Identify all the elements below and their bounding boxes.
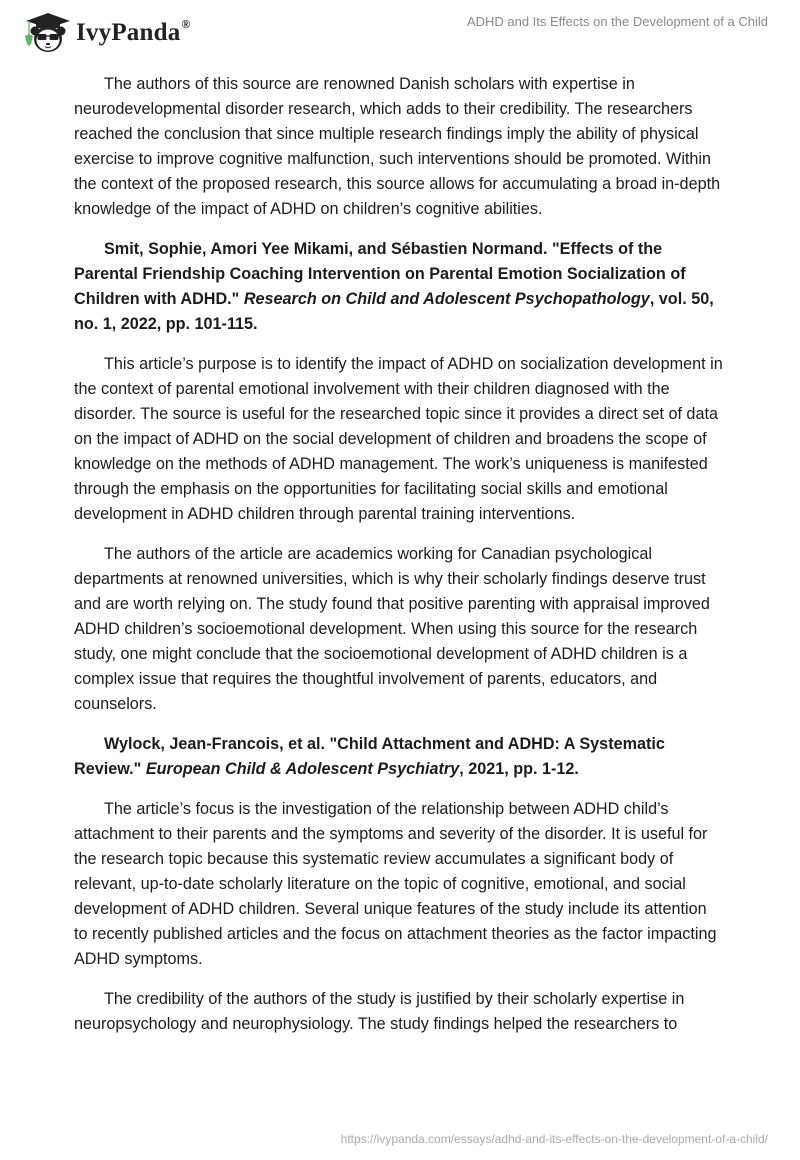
paragraph-wylock-focus: The article’s focus is the investigation of the relationship between ADHD child’s attachment to their parents and the symptoms and severity of the disorder. It is useful for the research topic because this systematic review accumulates a significant body of relevant, up-to-date scholarly literature on the topic of cognitive, emotional, and social development of ADHD children. Several unique features of the study include its attention to recently published articles and the focus on attachment theories as the factor impacting ADHD symptoms. xyxy=(74,800,717,968)
citation-details: , 2021, pp. 1-12. xyxy=(459,760,579,778)
citation-smit xyxy=(74,237,724,337)
citation-wylock xyxy=(74,732,724,782)
paragraph-smit-purpose: This article’s purpose is to identify the impact of ADHD on socialization development in the context of parental emotional involvement with their children diagnosed with the disorder. The source is useful for the researched topic since it provides a direct set of data on the impact of ADHD on the social development of children and broadens the scope of knowledge on the methods of ADHD management. The work’s uniqueness is manifested through the emphasis on the opportunities for facilitating social skills and emotional development in ADHD children through parental training interventions. xyxy=(74,355,723,523)
registered-mark: ® xyxy=(181,17,191,31)
paragraph-wylock-credibility: The credibility of the authors of the study is justified by their scholarly expertise in neuropsychology and neurophysiology. The study findings helped the researchers to xyxy=(74,990,685,1033)
source-url-link[interactable]: https://ivypanda.com/essays/adhd-and-its-effects-on-the-development-of-a-child/ xyxy=(340,1132,768,1146)
citation-journal: European Child & Adolescent Psychiatry xyxy=(145,760,460,778)
citation-authors-title: Wylock, Jean-Francois, et al. "Child Attachment and ADHD: A Systematic Review." xyxy=(74,735,665,778)
page-header xyxy=(0,0,800,60)
logo-link[interactable] xyxy=(18,8,191,54)
paragraph-smit-credibility: The authors of the article are academics working for Canadian psychological departments at renowned universities, which is why their scholarly findings deserve trust and are worth relying on. The study found that positive parenting with appraisal improved ADHD children’s socioemotional development. When using this source for the research study, one might conclude that the socioemotional development of ADHD children is a complex issue that requires the thoughtful involvement of parents, educators, and counselors. xyxy=(74,545,710,713)
document-title: ADHD and Its Effects on the Development of a Child xyxy=(466,14,768,29)
citation-details: , vol. 50, no. 1, 2022, pp. 101-115. xyxy=(74,290,714,333)
citation-authors-title: Smit, Sophie, Amori Yee Mikami, and Sébastien Normand. "Effects of the Parental Friendship Coaching Intervention on Parental Emotion Socialization of Children with ADHD." xyxy=(74,240,686,308)
citation-journal: Research on Child and Adolescent Psychopathology xyxy=(243,290,650,308)
logo-text: IvyPanda® xyxy=(76,17,191,46)
paragraph-danish-authors: The authors of this source are renowned Danish scholars with expertise in neurodevelopmental disorder research, which adds to their credibility. The researchers reached the conclusion that since multiple research findings imply the ability of physical exercise to improve cognitive malfunction, such interventions should be promoted. Within the context of the proposed research, this source allows for accumulating a broad in-depth knowledge of the impact of ADHD on children’s cognitive abilities. xyxy=(74,75,721,218)
document-body xyxy=(74,72,724,1052)
panda-graduate-icon xyxy=(18,8,74,54)
